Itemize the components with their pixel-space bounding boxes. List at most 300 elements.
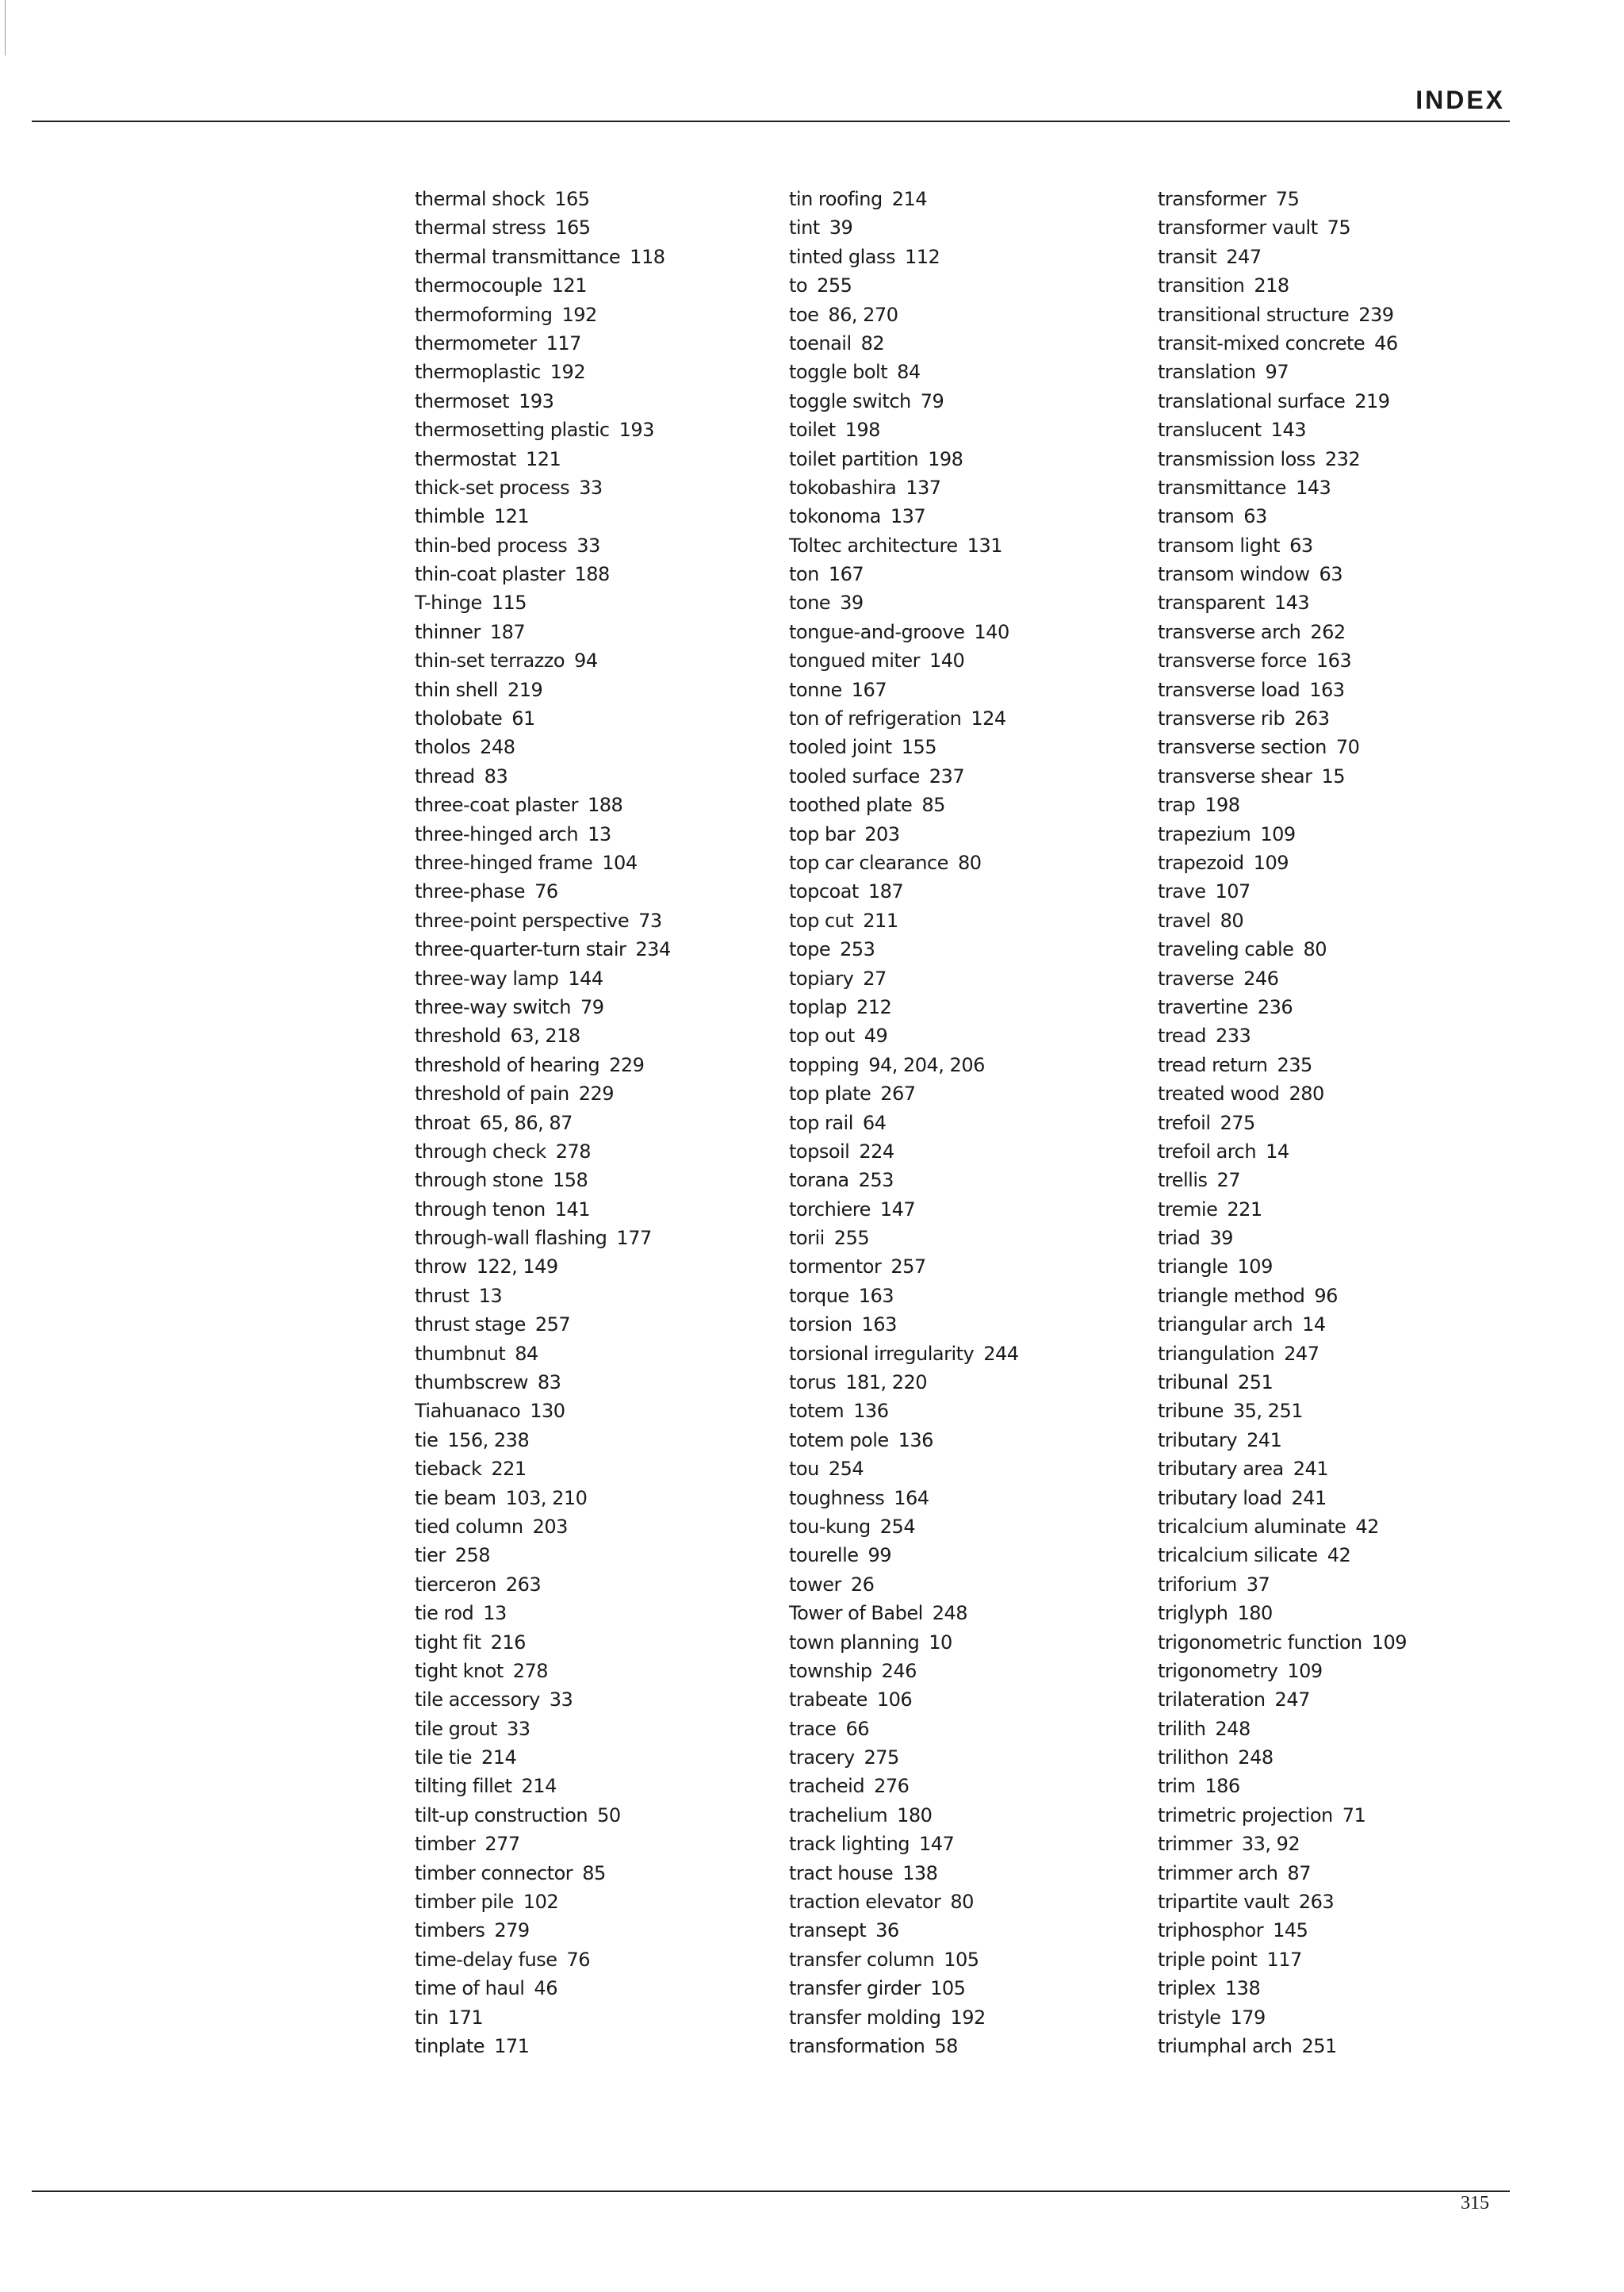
index-page-numbers: 188	[587, 794, 623, 817]
index-term: tone	[789, 592, 831, 615]
index-entry	[415, 1457, 764, 1485]
index-entry	[415, 591, 764, 619]
index-page-numbers: 187	[489, 620, 526, 643]
index-page-numbers: 251	[1301, 2035, 1337, 2057]
index-page-numbers: 275	[864, 1746, 899, 1769]
index-entry	[415, 1601, 764, 1630]
index-term: trave	[1158, 880, 1206, 903]
index-page-numbers: 188	[574, 563, 610, 586]
index-page-numbers: 73	[638, 909, 662, 932]
index-page-numbers: 87	[1287, 1861, 1311, 1884]
index-entry	[789, 1024, 1138, 1052]
index-entry	[1158, 1226, 1522, 1255]
index-page-numbers: 79	[580, 995, 604, 1018]
index-entry	[1158, 1803, 1522, 1832]
index-term: trimmer	[1158, 1833, 1232, 1856]
index-entry	[1158, 909, 1522, 937]
index-column-3	[1158, 187, 1522, 2063]
index-term: thin-set terrazzo	[415, 650, 565, 673]
index-term: thermal stress	[415, 217, 546, 240]
index-page-numbers: 214	[891, 188, 927, 210]
index-column-2	[789, 187, 1138, 2063]
index-entry	[789, 534, 1138, 562]
index-term: tierceron	[415, 1573, 496, 1596]
index-page-numbers: 33	[549, 1688, 573, 1711]
index-page-numbers: 130	[530, 1400, 565, 1423]
index-page-numbers: 105	[944, 1948, 979, 1971]
index-page-numbers: 109	[1237, 1255, 1273, 1278]
index-entry	[1158, 447, 1522, 476]
index-entry	[1158, 2006, 1522, 2034]
index-term: trigonometry	[1158, 1659, 1278, 1682]
index-entry	[1158, 1890, 1522, 1918]
index-term: trapezoid	[1158, 851, 1244, 874]
index-entry	[789, 476, 1138, 504]
index-term: triphosphor	[1158, 1919, 1264, 1942]
index-term: thick-set process	[415, 476, 570, 499]
index-term: three-way switch	[415, 995, 571, 1018]
index-page-numbers: 241	[1291, 1486, 1327, 1509]
index-page-numbers: 35, 251	[1232, 1400, 1303, 1423]
index-term: top plate	[789, 1083, 871, 1106]
index-entry	[415, 562, 764, 591]
index-term: triangle	[1158, 1255, 1228, 1278]
index-term: transom	[1158, 505, 1235, 528]
index-term: thumbnut	[415, 1342, 506, 1365]
index-term: tie beam	[415, 1486, 496, 1509]
index-page-numbers: 167	[851, 678, 887, 701]
index-page-numbers: 241	[1247, 1428, 1282, 1451]
index-term: thin-bed process	[415, 534, 568, 557]
index-entry	[789, 1890, 1138, 1918]
index-term: timber connector	[415, 1861, 573, 1884]
index-page-numbers: 276	[874, 1775, 910, 1798]
index-entry	[789, 1631, 1138, 1659]
index-term: tooled joint	[789, 736, 892, 759]
index-page-numbers: 164	[894, 1486, 929, 1509]
index-page-numbers: 27	[1216, 1169, 1241, 1192]
index-page-numbers: 257	[534, 1313, 571, 1336]
index-page-numbers: 33	[576, 534, 600, 557]
index-page-numbers: 219	[1354, 389, 1390, 412]
index-page-numbers: 83	[484, 765, 508, 788]
index-page-numbers: 50	[597, 1803, 621, 1826]
index-entry	[789, 1140, 1138, 1168]
index-term: tint	[789, 217, 820, 240]
index-term: transmittance	[1158, 476, 1286, 499]
index-term: three-coat plaster	[415, 794, 578, 817]
index-term: transept	[789, 1919, 867, 1942]
index-entry	[1158, 995, 1522, 1024]
index-entry	[1158, 707, 1522, 735]
index-page-numbers: 277	[485, 1833, 520, 1856]
index-page-numbers: 80	[1303, 938, 1327, 961]
index-term: trilateration	[1158, 1688, 1266, 1711]
index-page-numbers: 236	[1257, 995, 1293, 1018]
index-page-numbers: 65, 86, 87	[479, 1111, 573, 1134]
index-term: transit	[1158, 245, 1217, 268]
index-term: transverse force	[1158, 650, 1307, 673]
index-term: torchiere	[789, 1198, 871, 1221]
index-entry	[1158, 1631, 1522, 1659]
index-page-numbers: 262	[1310, 620, 1346, 643]
index-entry	[1158, 1399, 1522, 1428]
index-term: transfer molding	[789, 2006, 941, 2029]
index-term: trimmer arch	[1158, 1861, 1278, 1884]
index-page-numbers: 255	[817, 274, 852, 297]
index-page-numbers: 13	[483, 1602, 507, 1625]
index-entry	[789, 2006, 1138, 2034]
index-entry	[789, 332, 1138, 360]
index-page-numbers: 64	[862, 1111, 887, 1134]
index-term: T-hinge	[415, 592, 482, 615]
index-page-numbers: 279	[494, 1919, 530, 1942]
index-entry	[1158, 1601, 1522, 1630]
index-page-numbers: 163	[1309, 678, 1345, 701]
index-entry	[789, 389, 1138, 418]
index-page-numbers: 63, 218	[510, 1025, 580, 1048]
index-term: thermocouple	[415, 274, 542, 297]
index-entry	[1158, 1688, 1522, 1716]
index-entry	[789, 735, 1138, 764]
index-entry	[415, 967, 764, 995]
index-entry	[415, 1284, 764, 1313]
index-term: trefoil arch	[1158, 1140, 1257, 1163]
index-term: tin roofing	[789, 188, 883, 210]
page-number: 315	[1461, 2193, 1489, 2213]
index-page-numbers: 71	[1342, 1803, 1366, 1826]
index-term: to	[789, 274, 808, 297]
index-page-numbers: 63	[1243, 505, 1267, 528]
index-page-numbers: 117	[1266, 1948, 1302, 1971]
index-page-numbers: 214	[521, 1775, 557, 1798]
index-entry	[1158, 216, 1522, 244]
index-page-numbers: 96	[1314, 1284, 1338, 1307]
index-page-numbers: 80	[950, 1891, 974, 1914]
index-page-numbers: 33, 92	[1241, 1833, 1300, 1856]
index-entry	[1158, 678, 1522, 707]
index-page-numbers: 66	[845, 1717, 869, 1740]
index-entry	[415, 1111, 764, 1140]
index-entry	[789, 1226, 1138, 1255]
index-entry	[415, 1573, 764, 1601]
index-entry	[789, 1284, 1138, 1313]
index-entry	[415, 418, 764, 447]
index-entry	[789, 303, 1138, 332]
index-term: triforium	[1158, 1573, 1237, 1596]
index-page-numbers: 198	[1205, 794, 1240, 817]
index-term: town planning	[789, 1631, 920, 1654]
index-term: transparent	[1158, 592, 1265, 615]
index-term: travertine	[1158, 995, 1248, 1018]
index-entry	[415, 360, 764, 389]
index-page-numbers: 83	[537, 1371, 561, 1394]
index-page-numbers: 241	[1293, 1458, 1329, 1481]
index-term: tou-kung	[789, 1515, 871, 1538]
index-page-numbers: 140	[929, 650, 965, 673]
index-term: triangulation	[1158, 1342, 1275, 1365]
index-page-numbers: 235	[1277, 1053, 1312, 1076]
index-entry	[415, 1918, 764, 1947]
index-term: three-phase	[415, 880, 526, 903]
index-term: translucent	[1158, 419, 1262, 442]
index-page-numbers: 224	[859, 1140, 894, 1163]
index-page-numbers: 163	[858, 1284, 894, 1307]
index-term: thumbscrew	[415, 1371, 528, 1394]
index-page-numbers: 203	[864, 822, 900, 845]
index-page-numbers: 278	[512, 1659, 549, 1682]
index-page-numbers: 263	[1298, 1891, 1335, 1914]
index-page-numbers: 192	[550, 361, 586, 384]
index-entry	[1158, 360, 1522, 389]
index-term: toggle bolt	[789, 361, 888, 384]
index-page-numbers: 76	[566, 1948, 591, 1971]
index-entry	[789, 1688, 1138, 1716]
index-term: totem pole	[789, 1428, 889, 1451]
index-entry	[415, 1370, 764, 1399]
index-entry	[415, 937, 764, 966]
index-entry	[1158, 303, 1522, 332]
index-page-numbers: 137	[906, 476, 941, 499]
index-term: travel	[1158, 909, 1211, 932]
index-term: transfer girder	[789, 1977, 921, 2000]
index-term: traverse	[1158, 967, 1235, 990]
index-term: toilet partition	[789, 447, 919, 470]
index-term: tilt-up construction	[415, 1803, 588, 1826]
index-entry	[415, 1168, 764, 1197]
index-page-numbers: 257	[891, 1255, 926, 1278]
index-term: treated wood	[1158, 1083, 1280, 1106]
index-term: tristyle	[1158, 2006, 1221, 2029]
index-term: triumphal arch	[1158, 2035, 1293, 2057]
index-term: top rail	[789, 1111, 853, 1134]
index-entry	[415, 1024, 764, 1052]
index-entry	[415, 274, 764, 302]
index-term: through check	[415, 1140, 546, 1163]
index-page-numbers: 181, 220	[845, 1371, 928, 1394]
index-entry	[1158, 937, 1522, 966]
page-title: INDEX	[1415, 86, 1505, 114]
index-entry	[1158, 1111, 1522, 1140]
index-term: tie	[415, 1428, 439, 1451]
index-entry	[1158, 1515, 1522, 1543]
index-page-numbers: 97	[1265, 361, 1289, 384]
index-term: thermometer	[415, 332, 537, 355]
index-page-numbers: 80	[957, 851, 982, 874]
index-page-numbers: 155	[901, 736, 937, 759]
index-page-numbers: 253	[840, 938, 875, 961]
index-page-numbers: 37	[1246, 1573, 1270, 1596]
index-page-numbers: 165	[554, 188, 590, 210]
index-term: transformer vault	[1158, 217, 1318, 240]
index-entry	[415, 1631, 764, 1659]
index-page-numbers: 255	[833, 1227, 870, 1250]
index-page-numbers: 107	[1215, 880, 1251, 903]
index-term: topsoil	[789, 1140, 850, 1163]
index-term: transmission loss	[1158, 447, 1316, 470]
index-term: topcoat	[789, 880, 859, 903]
index-term: tile accessory	[415, 1688, 540, 1711]
index-entry	[1158, 1428, 1522, 1457]
index-page-numbers: 248	[1215, 1717, 1251, 1740]
index-column-1	[415, 187, 764, 2063]
index-entry	[789, 1053, 1138, 1082]
index-term: trabeate	[789, 1688, 868, 1711]
index-term: trellis	[1158, 1169, 1208, 1192]
index-term: trachelium	[789, 1803, 888, 1826]
index-term: trimetric projection	[1158, 1803, 1333, 1826]
index-page-numbers: 75	[1275, 188, 1300, 210]
index-page-numbers: 193	[619, 419, 654, 442]
index-term: triple point	[1158, 1948, 1258, 1971]
index-term: transom window	[1158, 563, 1310, 586]
index-term: transverse load	[1158, 678, 1300, 701]
index-term: tonne	[789, 678, 842, 701]
index-entry	[789, 1111, 1138, 1140]
index-page-numbers: 138	[902, 1861, 938, 1884]
index-page-numbers: 158	[553, 1169, 588, 1192]
index-term: Tower of Babel	[789, 1602, 923, 1625]
index-page-numbers: 117	[546, 332, 581, 355]
index-page-numbers: 258	[454, 1544, 491, 1567]
index-page-numbers: 186	[1205, 1775, 1240, 1798]
index-term: toughness	[789, 1486, 885, 1509]
index-page-numbers: 179	[1230, 2006, 1266, 2029]
index-entry	[1158, 187, 1522, 216]
index-page-numbers: 46	[534, 1977, 557, 2000]
index-term: torsion	[789, 1313, 852, 1336]
index-term: thermosetting plastic	[415, 419, 610, 442]
index-entry	[1158, 1313, 1522, 1341]
index-page-numbers: 263	[1294, 707, 1330, 730]
index-page-numbers: 33	[507, 1717, 530, 1740]
index-entry	[789, 562, 1138, 591]
index-term: tributary	[1158, 1428, 1238, 1451]
index-term: tribunal	[1158, 1371, 1228, 1394]
index-entry	[415, 1659, 764, 1688]
index-term: time of haul	[415, 1977, 525, 2000]
index-entry	[789, 620, 1138, 649]
index-term: tin	[415, 2006, 439, 2029]
index-entry	[789, 447, 1138, 476]
index-entry	[415, 389, 764, 418]
index-entry	[415, 649, 764, 677]
index-entry	[789, 1803, 1138, 1832]
index-entry	[1158, 735, 1522, 764]
index-entry	[415, 1486, 764, 1515]
index-term: thread	[415, 765, 475, 788]
index-term: township	[789, 1659, 872, 1682]
index-page-numbers: 70	[1335, 736, 1360, 759]
index-entry	[1158, 562, 1522, 591]
index-page-numbers: 80	[1220, 909, 1244, 932]
index-page-numbers: 246	[1243, 967, 1279, 990]
index-entry	[1158, 880, 1522, 908]
index-page-numbers: 136	[898, 1428, 933, 1451]
index-page-numbers: 106	[876, 1688, 913, 1711]
index-entry	[1158, 765, 1522, 793]
index-entry	[1158, 591, 1522, 619]
index-term: tripartite vault	[1158, 1891, 1289, 1914]
index-term: thermoset	[415, 389, 510, 412]
index-term: toplap	[789, 995, 847, 1018]
index-page-numbers: 102	[523, 1891, 559, 1914]
index-entry	[789, 2034, 1138, 2063]
index-entry	[415, 1226, 764, 1255]
index-term: ton	[789, 563, 819, 586]
index-entry	[415, 620, 764, 649]
index-entry	[789, 1948, 1138, 1976]
index-term: tope	[789, 938, 831, 961]
index-term: thrust stage	[415, 1313, 526, 1336]
index-entry	[415, 1890, 764, 1918]
index-page-numbers: 247	[1284, 1342, 1320, 1365]
index-entry	[415, 995, 764, 1024]
index-entry	[415, 332, 764, 360]
index-entry	[789, 995, 1138, 1024]
index-page-numbers: 247	[1274, 1688, 1310, 1711]
index-entry	[1158, 967, 1522, 995]
index-term: tier	[415, 1544, 446, 1567]
index-entry	[415, 851, 764, 880]
index-term: transverse arch	[1158, 620, 1301, 643]
index-page-numbers: 140	[974, 620, 1009, 643]
index-page-numbers: 136	[853, 1400, 889, 1423]
index-entry	[789, 1255, 1138, 1283]
index-term: tongue-and-groove	[789, 620, 965, 643]
index-entry	[415, 1140, 764, 1168]
index-page-numbers: 234	[635, 938, 671, 961]
index-page-numbers: 192	[561, 303, 597, 326]
index-page-numbers: 58	[934, 2035, 958, 2057]
index-term: tokobashira	[789, 476, 897, 499]
index-term: ton of refrigeration	[789, 707, 962, 730]
index-entry	[1158, 1976, 1522, 2005]
index-page-numbers: 278	[555, 1140, 592, 1163]
index-entry	[1158, 1284, 1522, 1313]
index-page-numbers: 275	[1220, 1111, 1255, 1134]
index-page-numbers: 198	[928, 447, 963, 470]
index-term: three-quarter-turn stair	[415, 938, 626, 961]
index-entry	[415, 880, 764, 908]
index-page-numbers: 251	[1237, 1371, 1274, 1394]
index-term: trilithon	[1158, 1746, 1229, 1769]
index-entry	[789, 245, 1138, 274]
index-page-numbers: 79	[920, 389, 944, 412]
index-page-numbers: 147	[879, 1198, 916, 1221]
index-page-numbers: 13	[478, 1284, 503, 1307]
index-page-numbers: 214	[481, 1746, 517, 1769]
index-entry	[415, 793, 764, 822]
index-page-numbers: 121	[493, 505, 530, 528]
index-entry	[1158, 1918, 1522, 1947]
index-page-numbers: 177	[616, 1227, 652, 1250]
index-entry	[1158, 1140, 1522, 1168]
index-entry	[789, 880, 1138, 908]
index-term: timber pile	[415, 1891, 514, 1914]
index-entry	[1158, 1457, 1522, 1485]
index-entry	[789, 1717, 1138, 1746]
index-entry	[789, 678, 1138, 707]
index-term: transverse section	[1158, 736, 1327, 759]
index-page-numbers: 248	[1238, 1746, 1274, 1769]
index-term: three-hinged arch	[415, 822, 579, 845]
index-term: tholos	[415, 736, 471, 759]
index-page-numbers: 118	[630, 245, 665, 268]
index-page-numbers: 124	[971, 707, 1006, 730]
index-term: triangular arch	[1158, 1313, 1293, 1336]
index-page-numbers: 99	[868, 1544, 892, 1567]
